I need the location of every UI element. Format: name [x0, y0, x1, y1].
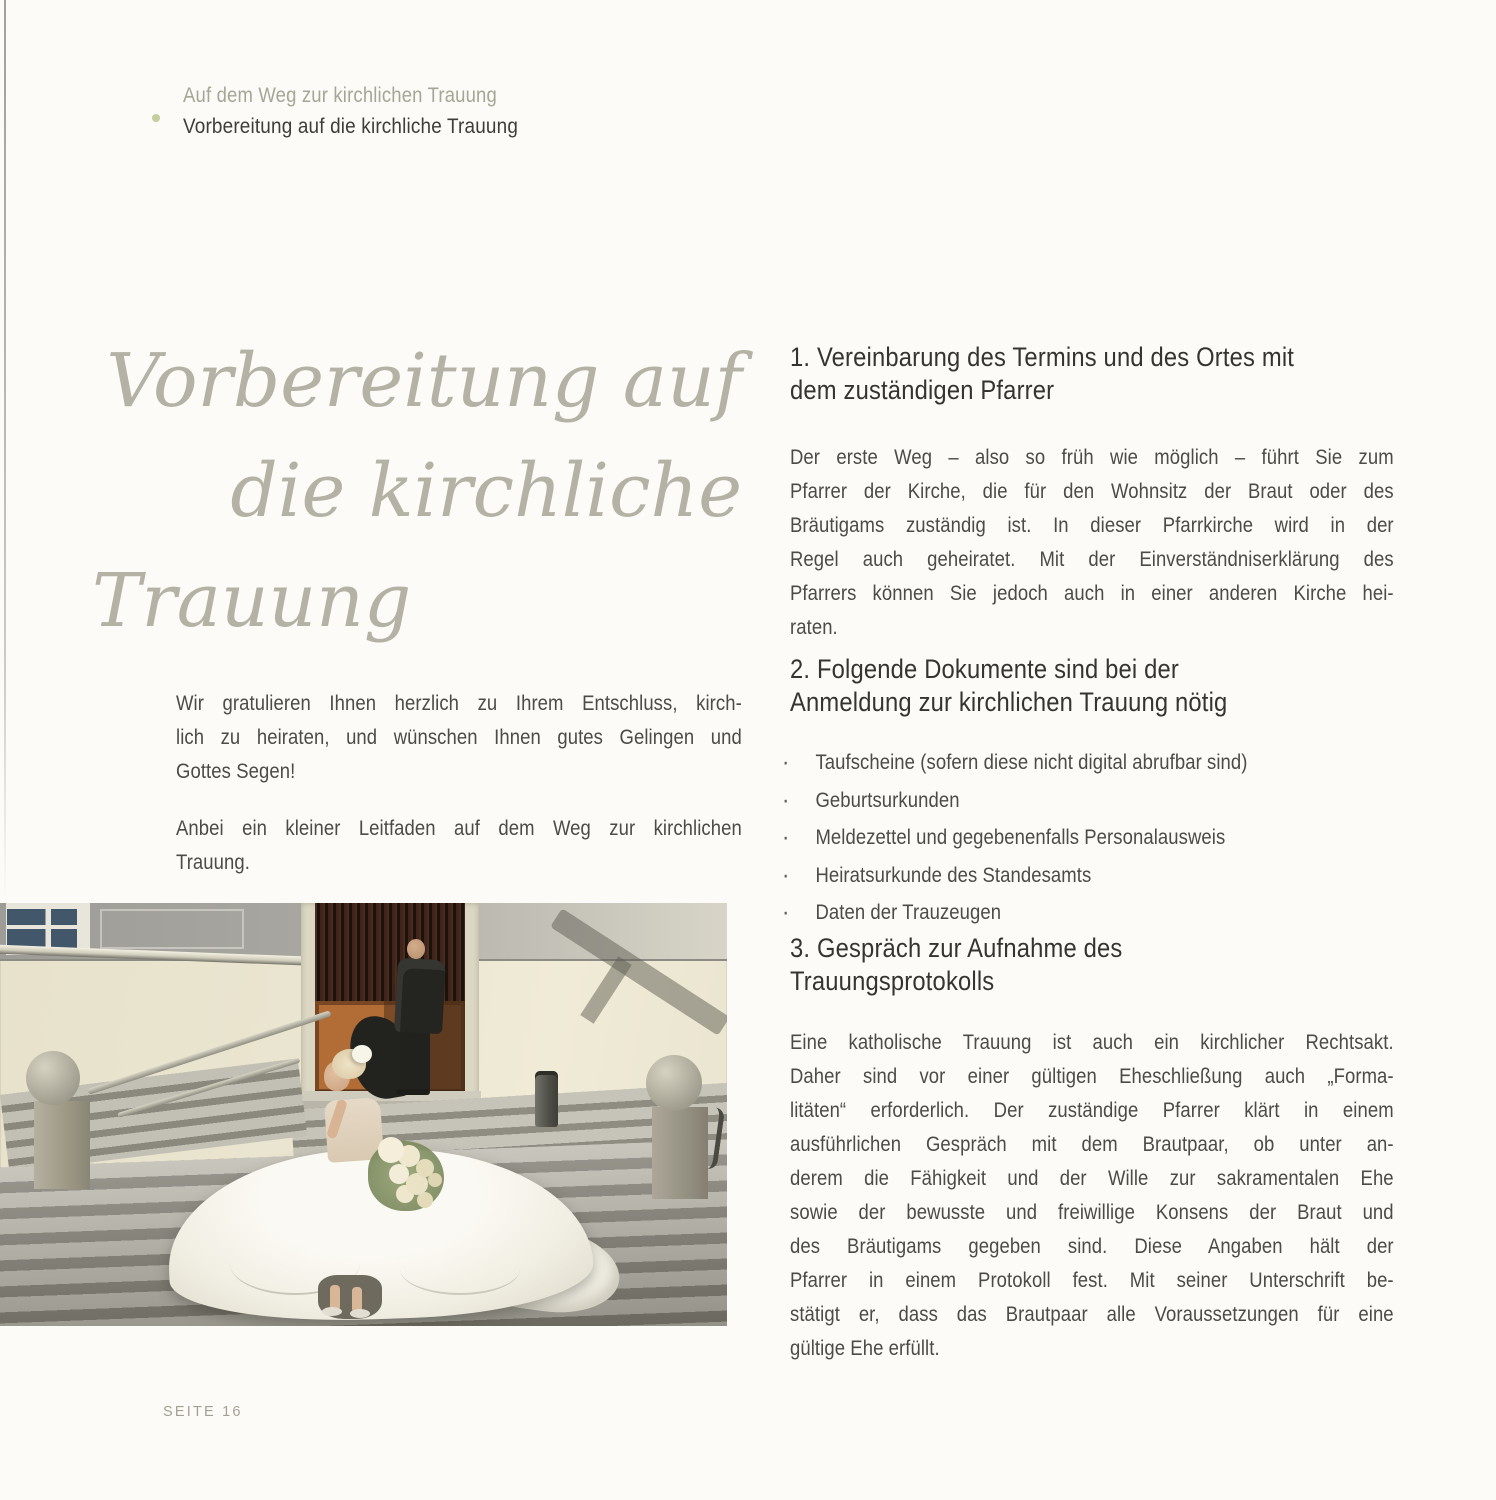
section-heading-3 — [790, 932, 1394, 998]
bullet-dot-icon: · — [782, 898, 790, 926]
text-line: stätigt er, dass das Brautpaar alle Voraussetzungen für eine — [790, 1303, 1394, 1326]
bullet-item — [782, 822, 1393, 860]
bullet-item — [782, 747, 1393, 785]
text-line: 1. Vereinbarung des Termins und des Ortes mit — [790, 342, 1295, 372]
photo-trash-bin — [535, 1071, 558, 1127]
photo-groom-torso — [394, 958, 446, 1034]
text-line: Pfarrer der Kirche, die für den Wohnsitz der Braut oder des — [790, 480, 1394, 503]
text-line: 2. Folgende Dokumente sind bei der — [790, 654, 1180, 684]
bullet-text: Meldezettel und gegebenenfalls Personalausweis — [815, 826, 1226, 849]
bullet-text: Taufscheine (sofern diese nicht digital abrufbar sind) — [815, 751, 1248, 774]
page-number-label: SEITE 16 — [163, 1404, 243, 1420]
text-line: derem die Fähigkeit und der Wille zur sakramentalen Ehe — [790, 1167, 1394, 1190]
chapter-script-title — [92, 326, 742, 656]
photo-groom-head — [407, 939, 425, 959]
text-line: raten. — [790, 616, 838, 639]
photo-groom-legs — [400, 1023, 430, 1093]
text-line: des Bräutigams gegeben sind. Diese Angaben hält der — [790, 1235, 1394, 1258]
text-line: die kirchliche — [230, 448, 742, 534]
bullet-item — [782, 860, 1393, 898]
text-line: dem zuständigen Pfarrer — [790, 375, 1055, 405]
bullet-item — [782, 785, 1393, 823]
photo-wall-shadow — [580, 956, 632, 1023]
text-line: 3. Gespräch zur Aufnahme des — [790, 933, 1123, 963]
photo-bride-shoe — [322, 1307, 342, 1316]
bullet-text: Heiratsurkunde des Standesamts — [815, 863, 1092, 887]
text-line: litäten“ erforderlich. Der zuständige Pfarrer klärt in einem — [790, 1099, 1394, 1122]
intro-paragraph-1 — [176, 687, 742, 789]
photo-left-pedestal — [34, 1101, 90, 1189]
text-line: Daher sind vor einer gültigen Eheschließung auch „Forma- — [790, 1065, 1394, 1088]
section-body-1 — [790, 441, 1394, 645]
breadcrumb — [183, 80, 799, 142]
bullet-dot-icon: · — [782, 748, 790, 776]
text-line: lich zu heiraten, und wünschen Ihnen gutes Gelingen und — [176, 726, 742, 749]
text-line: Trauung — [92, 558, 412, 644]
photo-groom-shoes — [396, 1089, 430, 1095]
wedding-photo — [0, 903, 727, 1326]
breadcrumb-dot-icon — [152, 114, 160, 122]
text-line: Wir gratulieren Ihnen herzlich zu Ihrem Entschluss, kirch- — [176, 692, 742, 715]
bullet-text: Geburtsurkunden — [815, 788, 960, 812]
bullet-dot-icon: · — [782, 785, 790, 814]
text-line: Vorbereitung auf — [106, 338, 742, 424]
text-line: Trauung. — [176, 851, 250, 874]
text-line: Bräutigams zuständig ist. In dieser Pfarrkirche wird in der — [790, 514, 1394, 537]
bullet-text: Daten der Trauzeugen — [815, 901, 1002, 924]
documents-bullet-list — [782, 747, 1393, 935]
text-line: Pfarrers können Sie jedoch auch in einer anderen Kirche hei- — [790, 582, 1394, 605]
photo-bride-fascinator — [352, 1045, 372, 1063]
photo-right-stone-ball — [646, 1055, 702, 1111]
text-line: Pfarrer in einem Protokoll fest. Mit seiner Unterschrift be- — [790, 1269, 1394, 1292]
text-line: Anbei ein kleiner Leitfaden auf dem Weg zur kirchlichen — [176, 817, 742, 840]
section-body-3 — [790, 1026, 1394, 1366]
intro-paragraph-2 — [176, 812, 742, 880]
section-heading-1 — [790, 341, 1394, 407]
photo-bride-shoe — [350, 1309, 370, 1318]
bullet-dot-icon: · — [782, 823, 790, 851]
page-edge-scan-line — [4, 0, 6, 905]
photo-dress-fold — [400, 1243, 520, 1295]
text-line: gültige Ehe erfüllt. — [790, 1337, 940, 1360]
text-line: Der erste Weg – also so früh wie möglich – führt Sie zum — [790, 446, 1394, 469]
text-line: sowie der bewusste und freiwillige Konsens der Braut und — [790, 1201, 1394, 1224]
bullet-item — [782, 897, 1393, 935]
photo-wall-panel — [100, 909, 244, 949]
breadcrumb-current: Vorbereitung auf die kirchliche Trauung — [183, 114, 519, 138]
text-line: Anmeldung zur kirchlichen Trauung nötig — [790, 687, 1228, 717]
bullet-dot-icon: · — [782, 860, 790, 889]
text-line: Regel auch geheiratet. Mit der Einverständniserklärung des — [790, 548, 1394, 571]
photo-bridal-bouquet — [378, 1137, 404, 1163]
text-line: ausführlichen Gespräch mit dem Brautpaar, ob unter an- — [790, 1133, 1394, 1156]
breadcrumb-parent: Auf dem Weg zur kirchlichen Trauung — [183, 84, 497, 107]
text-line: Gottes Segen! — [176, 760, 296, 783]
photo-left-stone-ball — [26, 1051, 80, 1105]
text-line: Trauungsprotokolls — [790, 966, 995, 996]
section-heading-2 — [790, 653, 1394, 719]
text-line: Eine katholische Trauung ist auch ein kirchlicher Rechtsakt. — [790, 1031, 1394, 1054]
